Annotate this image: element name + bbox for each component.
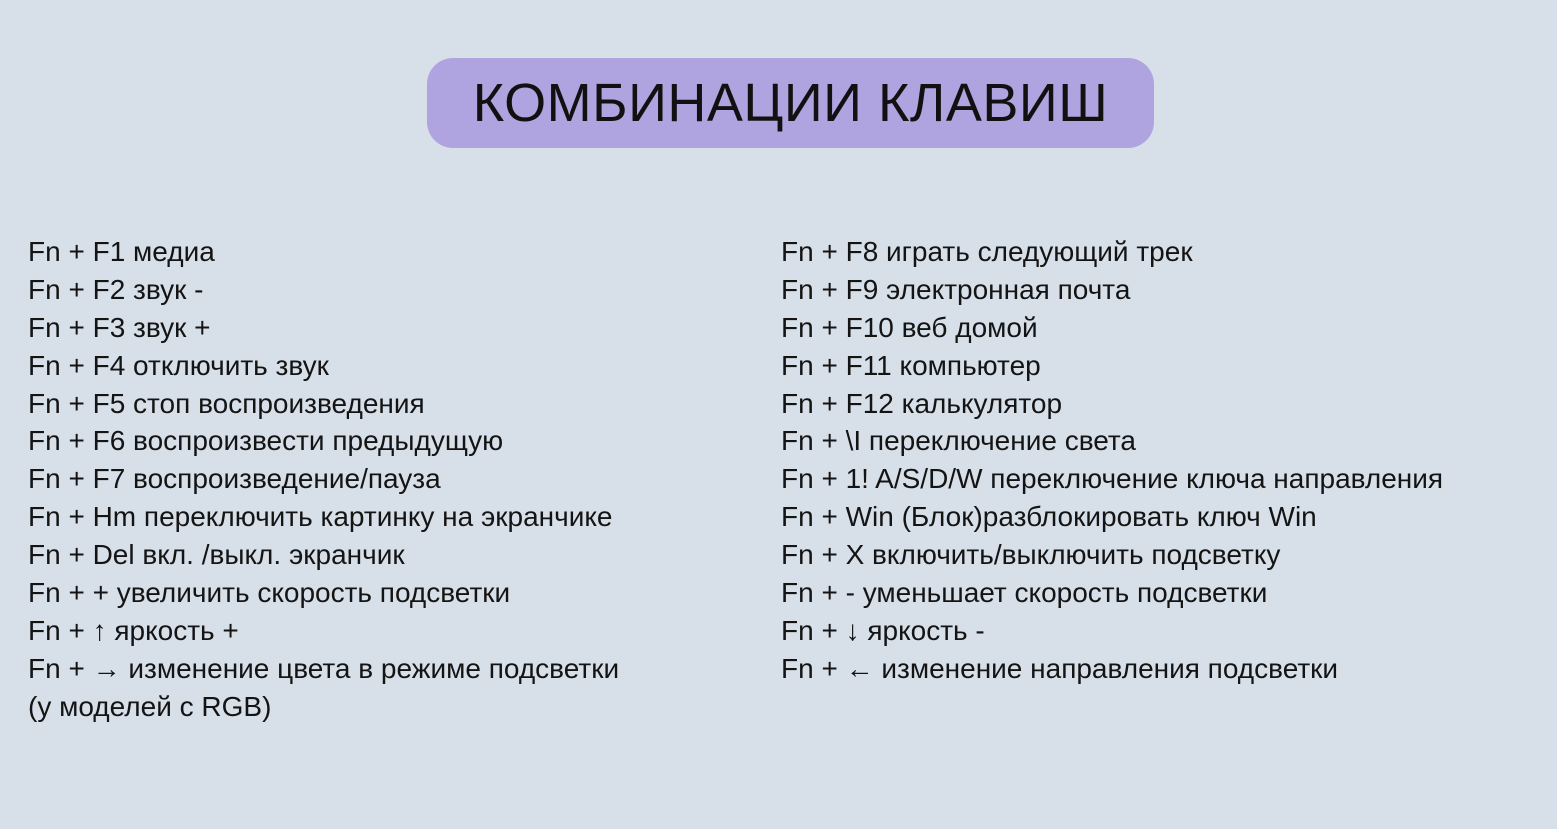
shortcut-line: Fn + F6 воспроизвести предыдущую	[28, 425, 504, 457]
shortcut-line: Fn + F3 звук +	[28, 311, 211, 343]
shortcut-line-note: (у моделей с RGB)	[28, 690, 272, 722]
shortcut-line: Fn + ↓ яркость -	[781, 614, 985, 646]
shortcut-list-right	[781, 233, 1551, 688]
shortcut-line: Fn + F9 электронная почта	[781, 273, 1131, 305]
shortcut-line: Fn + F12 калькулятор	[781, 387, 1063, 419]
shortcut-line: Fn + F5 стоп воспроизведения	[28, 387, 425, 419]
page-title: КОМБИНАЦИИ КЛАВИШ	[472, 73, 1109, 133]
shortcut-line: Fn + + увеличить скорость подсветки	[28, 577, 511, 609]
shortcut-line: Fn + Hm переключить картинку на экранчике	[28, 501, 613, 533]
shortcut-line: Fn + F10 веб домой	[781, 311, 1038, 343]
shortcut-line: Fn + ← изменение направления подсветки	[781, 652, 1339, 684]
shortcut-line: Fn + \I переключение света	[781, 425, 1136, 457]
shortcut-line: Fn + - уменьшает скорость подсветки	[781, 577, 1268, 609]
shortcut-line: Fn + F1 медиа	[28, 236, 215, 267]
shortcut-line: Fn + F11 компьютер	[781, 349, 1041, 381]
shortcut-line: Fn + F7 воспроизведение/пауза	[28, 463, 441, 495]
shortcut-line: Fn + 1! A/S/D/W переключение ключа направления	[781, 463, 1444, 495]
shortcut-line: Fn + Del вкл. /выкл. экранчик	[28, 539, 405, 571]
shortcut-line: Fn + → изменение цвета в режиме подсветки	[28, 652, 620, 684]
shortcut-line: Fn + F8 играть следующий трек	[781, 236, 1193, 267]
shortcut-list-left	[28, 233, 768, 726]
shortcut-line: Fn + F2 звук -	[28, 273, 204, 305]
shortcut-line: Fn + Win (Блок)разблокировать ключ Win	[781, 501, 1317, 533]
header-banner	[427, 58, 1154, 148]
shortcut-line: Fn + F4 отключить звук	[28, 349, 329, 381]
shortcut-line: Fn + ↑ яркость +	[28, 614, 239, 646]
shortcut-line: Fn + X включить/выключить подсветку	[781, 539, 1281, 571]
